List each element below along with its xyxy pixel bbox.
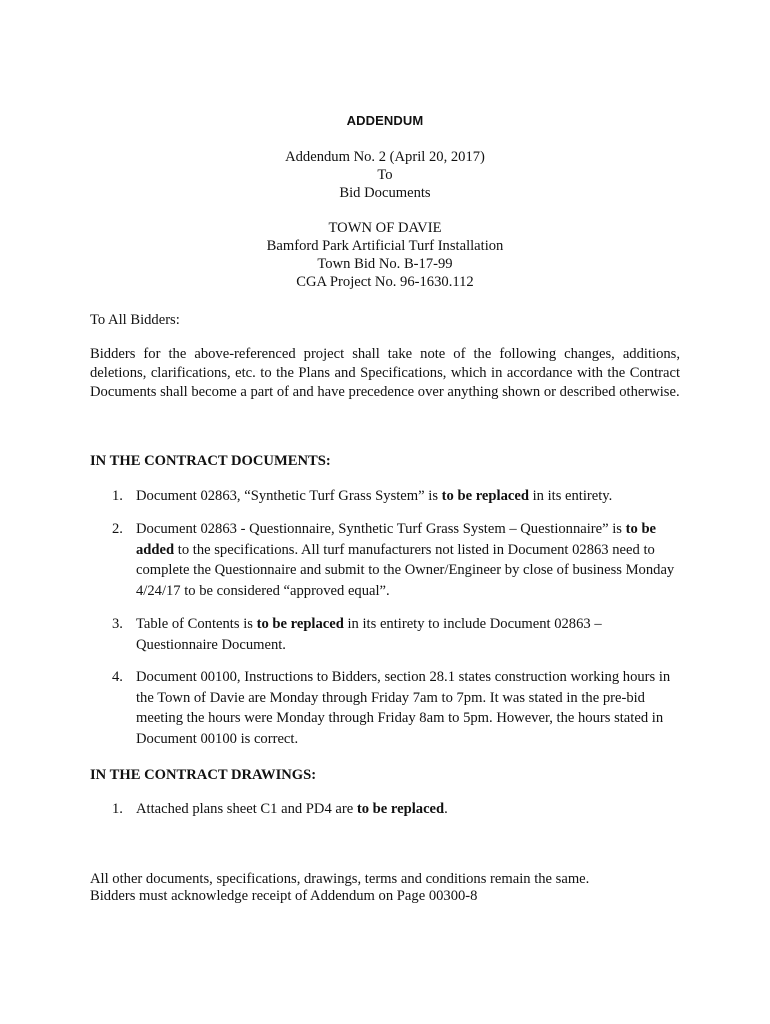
list-item <box>112 614 682 655</box>
list-item-number: 1. <box>112 801 123 817</box>
addendum-to: To <box>377 167 393 183</box>
list-item-number: 4. <box>112 669 123 685</box>
contract-documents-heading: IN THE CONTRACT DOCUMENTS: <box>90 453 331 469</box>
project-cga-number: CGA Project No. 96-1630.112 <box>296 274 474 290</box>
list-item-number: 3. <box>112 616 123 632</box>
project-name: Bamford Park Artificial Turf Installation <box>266 238 504 254</box>
project-bid-number: Town Bid No. B-17-99 <box>317 256 453 272</box>
list-item <box>112 799 682 820</box>
list-item-text: Document 00100, Instructions to Bidders, section 28.1 states construction working hours in the Town of Davie are Monday through Friday 7am to 7pm. It was stated in the pre-bid meeting the hours were Monday through Friday 8am to 5pm. However, the hours stated in Document 00100 is correct. <box>136 669 671 747</box>
list-item-text: Attached plans sheet C1 and PD4 are to be replaced. <box>136 801 448 817</box>
project-info <box>0 219 770 291</box>
closing-notes <box>90 871 589 905</box>
addendum-bid-documents: Bid Documents <box>339 185 431 201</box>
list-item <box>112 486 682 507</box>
closing-remain-same: All other documents, specifications, drawings, terms and conditions remain the same. <box>90 871 590 887</box>
salutation: To All Bidders: <box>90 312 180 328</box>
closing-acknowledge: Bidders must acknowledge receipt of Addendum on Page 00300-8 <box>90 888 478 904</box>
intro-paragraph: Bidders for the above-referenced project shall take note of the following changes, additions, deletions, clarifications, etc. to the Plans and Specifications, which in accordance with the Contract Documents shall become a part of and have precedence over anything shown or described otherwise. <box>90 346 680 400</box>
list-item <box>112 519 682 601</box>
list-item <box>112 667 682 749</box>
document-heading: ADDENDUM <box>346 113 424 128</box>
list-item-number: 1. <box>112 488 123 504</box>
list-item-text: Document 02863, “Synthetic Turf Grass System” is to be replaced in its entirety. <box>136 488 613 504</box>
project-town: TOWN OF DAVIE <box>328 220 442 236</box>
addendum-info <box>0 148 770 202</box>
list-item-text: Table of Contents is to be replaced in its entirety to include Document 02863 – Questionnaire Document. <box>136 616 602 653</box>
list-item-number: 2. <box>112 521 123 537</box>
addendum-number: Addendum No. 2 (April 20, 2017) <box>285 149 485 165</box>
list-item-text: Document 02863 - Questionnaire, Synthetic Turf Grass System – Questionnaire” is to be added to the specifications. All turf manufacturers not listed in Document 02863 need to complete the Questionnaire and submit to the Owner/Engineer by close of business Monday 4/24/17 to be considered “approved equal”. <box>136 521 675 599</box>
contract-drawings-heading: IN THE CONTRACT DRAWINGS: <box>90 767 317 783</box>
